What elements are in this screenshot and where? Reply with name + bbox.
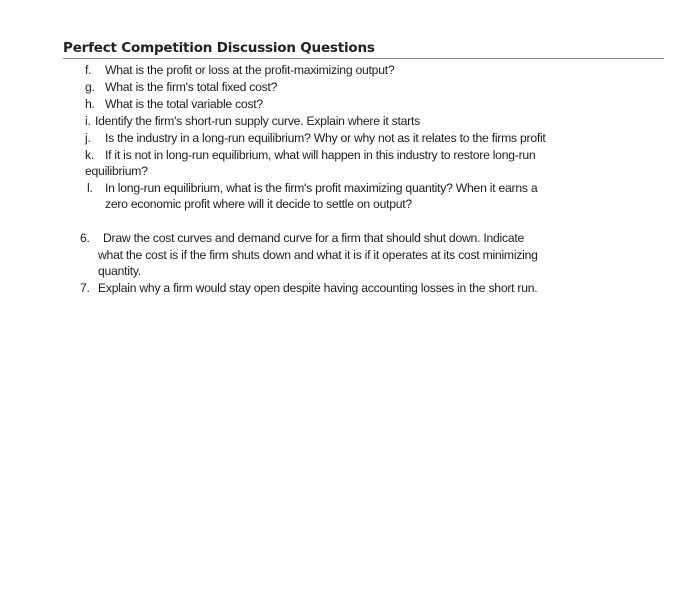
question-l-marker: l.	[87, 181, 93, 195]
question-h-marker: h.	[85, 97, 95, 111]
question-6-text-line-1: Draw the cost curves and demand curve for a firm that should shut down. Indicate	[103, 231, 525, 245]
question-g-text: What is the firm's total fixed cost?	[105, 80, 278, 94]
question-l-text-line-1: In long-run equilibrium, what is the firm's profit maximizing quantity? When it earns a	[105, 181, 538, 195]
question-6-text-line-3: quantity.	[98, 264, 141, 278]
question-j-text: Is the industry in a long-run equilibrium? Why or why not as it relates to the firms profit	[105, 131, 546, 145]
question-6-marker: 6.	[80, 231, 90, 245]
question-k-marker: k.	[85, 148, 94, 162]
question-7-marker: 7.	[80, 281, 90, 295]
question-7-text: Explain why a firm would stay open despite having accounting losses in the short run.	[98, 281, 538, 295]
question-i-marker: i.	[85, 114, 91, 128]
question-6-text-line-2: what the cost is if the firm shuts down and what it is if it operates at its cost minimizing	[98, 248, 538, 262]
question-j-marker: j.	[85, 131, 91, 145]
question-k-text-line-1: If it is not in long-run equilibrium, what will happen in this industry to restore long-run	[105, 148, 536, 162]
question-f-text: What is the profit or loss at the profit-maximizing output?	[105, 63, 395, 77]
question-i-text: Identify the firm's short-run supply curve. Explain where it starts	[95, 114, 420, 128]
title-underline	[63, 58, 664, 59]
question-f-marker: f.	[85, 63, 92, 77]
page-title: Perfect Competition Discussion Questions	[63, 40, 375, 56]
question-g-marker: g.	[85, 80, 95, 94]
question-h-text: What is the total variable cost?	[105, 97, 263, 111]
question-l-text-line-2: zero economic profit where will it decide to settle on output?	[105, 197, 412, 211]
question-k-text-line-2: equilibrium?	[85, 164, 148, 178]
